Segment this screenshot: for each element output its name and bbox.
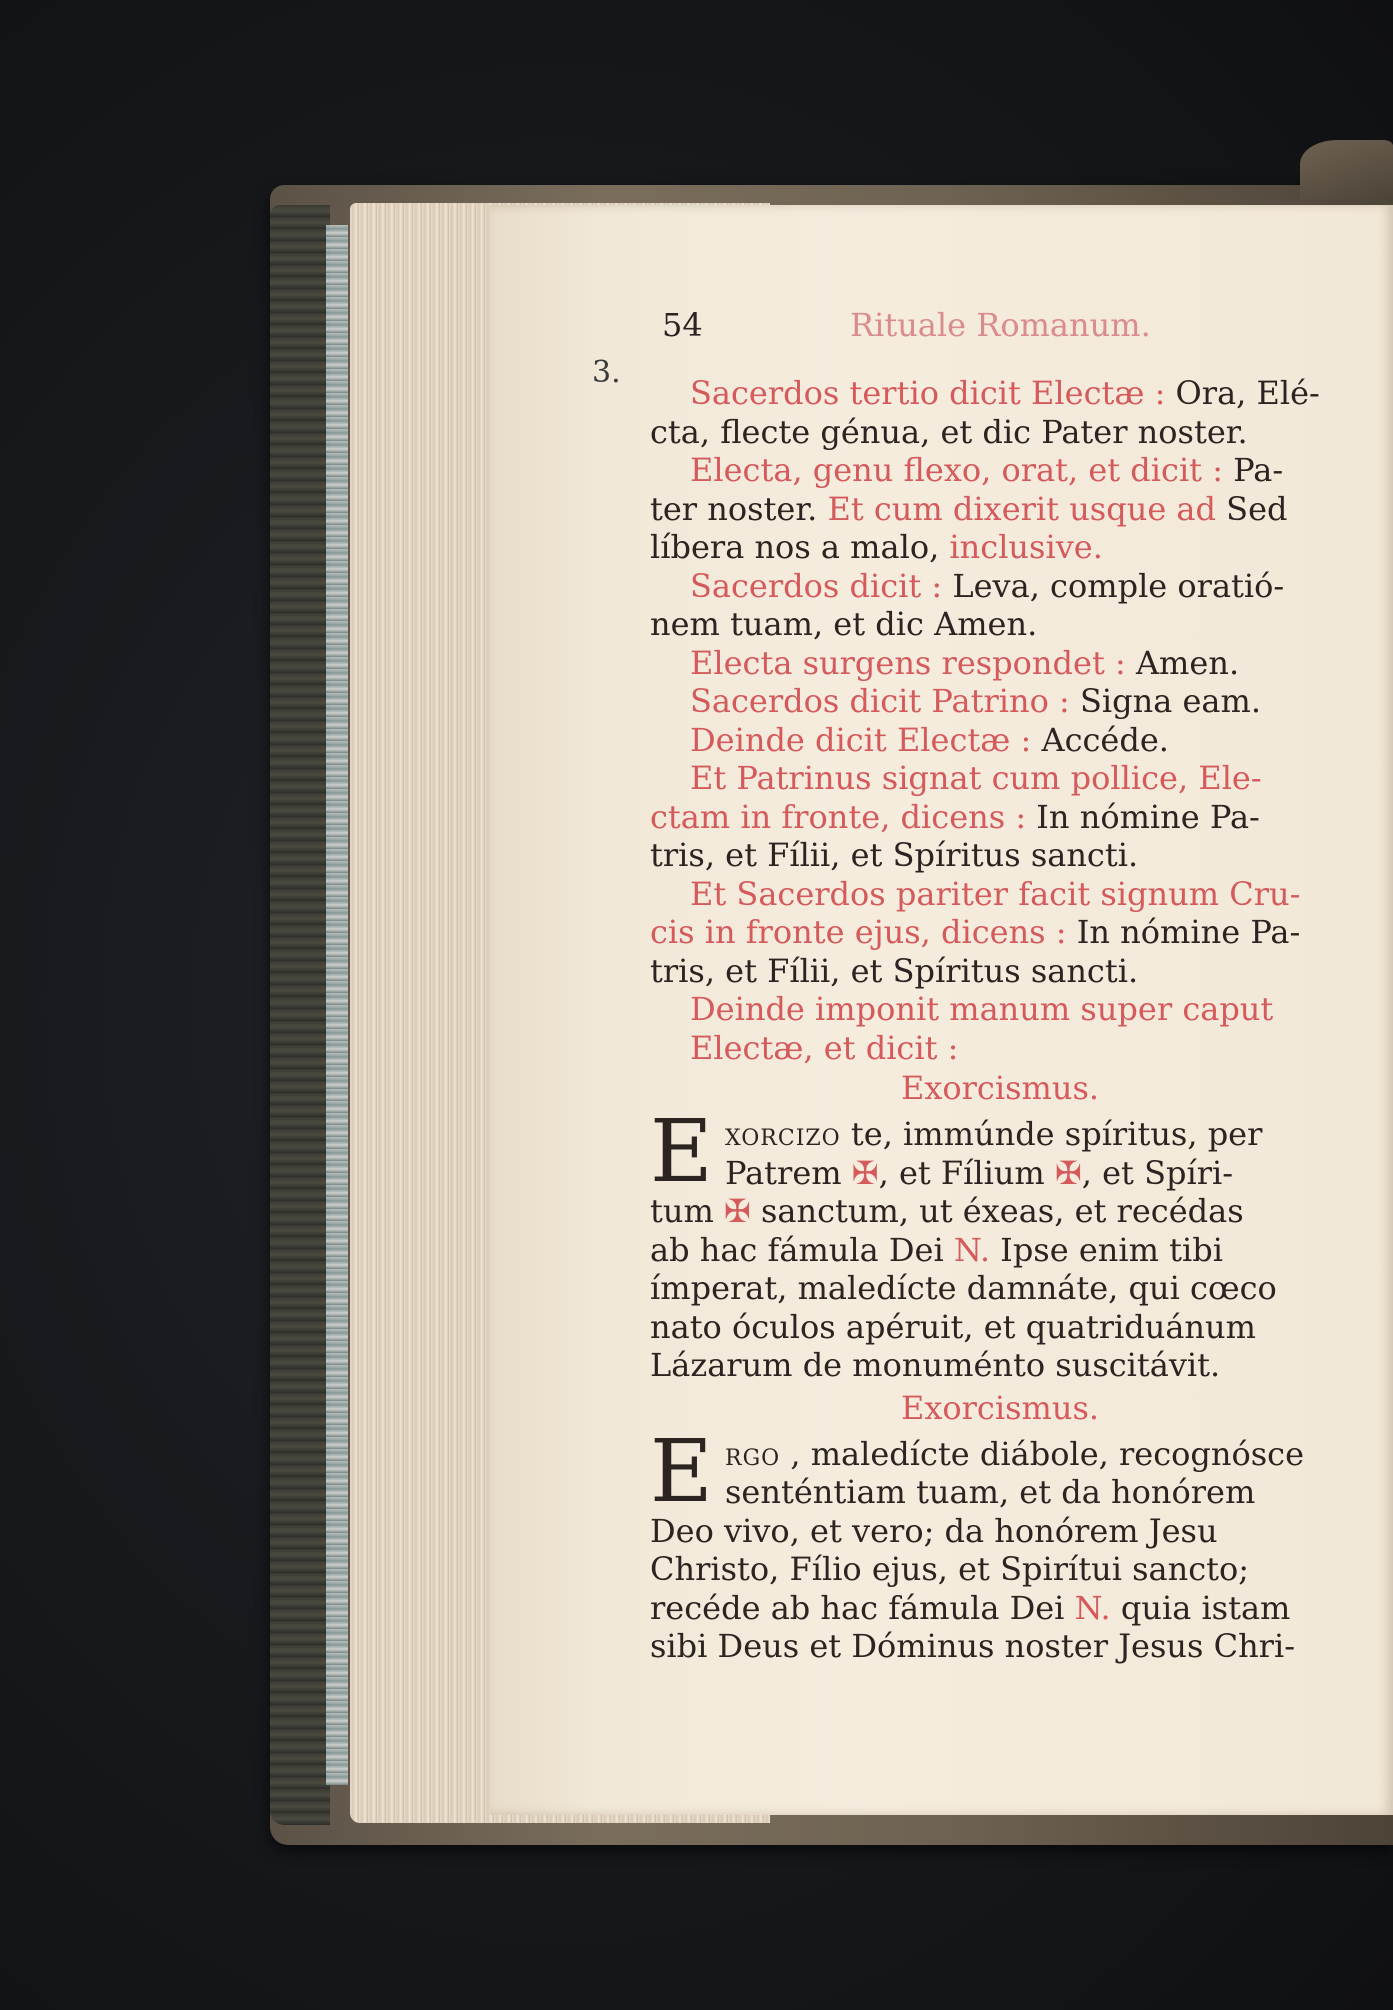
spoken-text: senténtiam tuam, et da honórem — [725, 1473, 1256, 1511]
text-line — [650, 412, 1350, 452]
drop-cap: E — [650, 1421, 713, 1522]
rubric-text: cis in fronte ejus, dicens : — [650, 913, 1077, 951]
page-number: 54 — [662, 306, 703, 344]
first-word: XORCIZO — [725, 1126, 841, 1151]
text-line — [650, 874, 1350, 914]
spoken-text: tris, et Fílii, et Spíritus sancti. — [650, 836, 1139, 874]
rubric-text: Sacerdos dicit : — [690, 566, 953, 605]
text-line — [650, 643, 1350, 683]
spoken-text: Sed — [1226, 489, 1288, 528]
spoken-text: sibi Deus et Dóminus noster Jesus Chri- — [650, 1627, 1296, 1665]
text-line — [650, 797, 1350, 837]
text-line — [650, 1191, 1350, 1231]
rubric-text: ctam in fronte, dicens : — [650, 797, 1037, 836]
spoken-text: Ora, Elé- — [1175, 374, 1320, 412]
spoken-text: nem tuam, et dic Amen. — [650, 605, 1038, 643]
text-line — [650, 489, 1350, 529]
section-heading: Exorcismus. — [900, 1069, 1100, 1107]
drop-cap: E — [650, 1102, 713, 1202]
text-line — [650, 566, 1350, 606]
spine-decoration — [326, 225, 348, 1785]
spoken-text: Lázarum de monuménto suscitávit. — [650, 1346, 1221, 1384]
spoken-text: tris, et Fílii, et Spíritus sancti. — [650, 951, 1139, 990]
rubric-text: Electa, genu flexo, orat, et dicit : — [690, 451, 1234, 489]
spoken-text: Christo, Fílio ejus, et Spirítui sancto; — [650, 1550, 1250, 1588]
text-line — [650, 1588, 1350, 1628]
text-line — [650, 1268, 1350, 1308]
rubric-text: Sacerdos tertio dicit Electæ : — [690, 374, 1176, 412]
text-line — [725, 1153, 1350, 1193]
rubric-text: Et cum dixerit usque ad — [827, 489, 1227, 528]
text-line — [650, 1345, 1350, 1385]
margin-mark: 3. — [592, 355, 621, 390]
text-line — [650, 681, 1350, 721]
text-line — [650, 1511, 1350, 1551]
text-line — [650, 912, 1350, 952]
spoken-text: Deo vivo, et vero; da honórem Jesu — [650, 1511, 1218, 1550]
text-line — [650, 758, 1350, 798]
running-title: Rituale Romanum. — [850, 306, 1151, 344]
text-line — [650, 1028, 1350, 1068]
spoken-text: tum ✠ sanctum, ut éxeas, et recédas — [650, 1192, 1244, 1230]
book-spine — [270, 205, 330, 1825]
text-line — [650, 527, 1350, 567]
spoken-text: nato óculos apéruit, et quatriduánum — [650, 1307, 1256, 1346]
spoken-text: Patrem ✠, et Fílium ✠, et Spíri- — [725, 1153, 1234, 1192]
spoken-text: ab hac fámula Dei N. Ipse enim tibi — [650, 1230, 1223, 1269]
spoken-text: recéde ab hac fámula Dei N. quia istam — [650, 1588, 1291, 1627]
text-line — [725, 1434, 1350, 1474]
spoken-text: In nómine Pa- — [1076, 913, 1301, 951]
text-line — [725, 1472, 1350, 1512]
cover-tear — [1300, 140, 1393, 200]
text-line — [650, 720, 1350, 760]
text-line — [725, 1114, 1350, 1154]
text-line — [650, 989, 1350, 1029]
first-word: RGO — [725, 1445, 781, 1471]
text-line — [650, 450, 1350, 490]
text-line — [650, 604, 1350, 644]
text-line — [650, 1626, 1350, 1666]
rubric-text: Et Sacerdos pariter facit signum Cru- — [690, 874, 1301, 913]
rubric-text: Sacerdos dicit Patrino : — [690, 682, 1080, 720]
spoken-text: Pa- — [1233, 451, 1284, 489]
text-line — [650, 373, 1350, 413]
rubric-text: inclusive. — [949, 528, 1103, 566]
spoken-text: Signa eam. — [1079, 682, 1261, 720]
section-heading: Exorcismus. — [900, 1388, 1100, 1427]
spoken-text: Leva, comple oratió- — [952, 566, 1285, 605]
spoken-text: líbera nos a malo, — [650, 528, 950, 566]
text-line — [650, 1307, 1350, 1347]
spoken-text: ter noster. — [650, 489, 828, 528]
text-line — [650, 1549, 1350, 1589]
rubric-text: Deinde dicit Electæ : — [690, 720, 1042, 759]
rubric-text: Electa surgens respondet : — [690, 643, 1136, 682]
spoken-text: Amen. — [1135, 643, 1240, 682]
rubric-text: Deinde imponit manum super caput — [690, 990, 1274, 1028]
running-header — [650, 305, 1350, 345]
spoken-text: Accéde. — [1041, 720, 1169, 759]
rubric-text: Et Patrinus signat cum pollice, Ele- — [690, 759, 1262, 797]
text-line — [650, 835, 1350, 875]
text-line — [650, 1230, 1350, 1270]
spoken-text: , maledícte diábole, recognósce — [790, 1434, 1305, 1473]
spoken-text: In nómine Pa- — [1036, 797, 1260, 836]
rubric-text: Electæ, et dicit : — [690, 1028, 959, 1067]
spoken-text: ímperat, maledícte damnáte, qui cœco — [650, 1269, 1277, 1307]
text-line — [650, 951, 1350, 991]
spoken-text: te, immúnde spíritus, per — [850, 1115, 1263, 1153]
spoken-text: cta, flecte génua, et dic Pater noster. — [650, 412, 1248, 451]
